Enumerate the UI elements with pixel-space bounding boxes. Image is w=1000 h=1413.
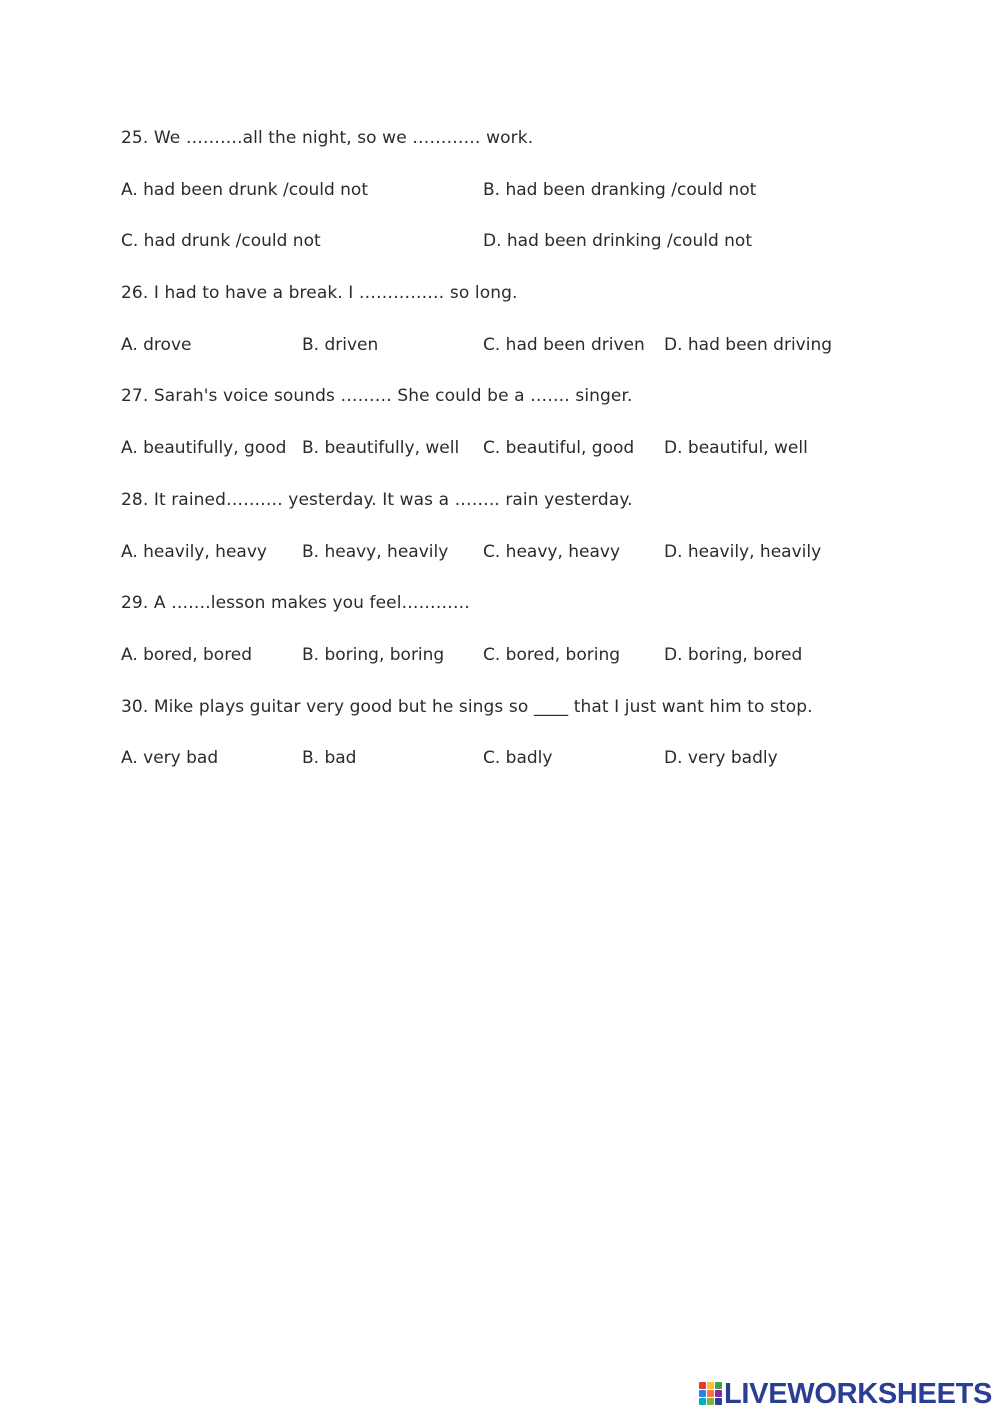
- option-c[interactable]: C. bored, boring: [483, 644, 621, 665]
- option-b[interactable]: B. heavy, heavily: [302, 541, 449, 562]
- answer-options: [121, 642, 881, 694]
- option-d[interactable]: D. had been drinking /could not: [483, 231, 752, 252]
- option-d[interactable]: D. boring, bored: [664, 644, 803, 665]
- logo-mark-icon: [699, 1382, 721, 1406]
- question-text: 28. It rained………. yesterday. It was a …….. rain yesterday.: [121, 489, 633, 510]
- option-d[interactable]: D. very badly: [664, 748, 778, 769]
- question-text: 30. Mike plays guitar very good but he sings so ____ that I just want him to stop.: [121, 696, 813, 717]
- option-d[interactable]: D. heavily, heavily: [664, 541, 822, 562]
- option-d[interactable]: D. had been driving: [664, 334, 833, 355]
- option-c[interactable]: C. had drunk /could not: [121, 231, 321, 252]
- option-b[interactable]: B. beautifully, well: [302, 438, 460, 459]
- option-a[interactable]: A. heavily, heavy: [121, 541, 267, 562]
- option-c[interactable]: C. heavy, heavy: [483, 541, 621, 562]
- option-c[interactable]: C. had been driven: [483, 334, 645, 355]
- option-c[interactable]: C. badly: [483, 748, 553, 769]
- question-text: 29. A …….lesson makes you feel…………: [121, 593, 470, 614]
- logo-text: LIVEWORKSHEETS: [724, 1377, 993, 1410]
- option-a[interactable]: A. beautifully, good: [121, 438, 287, 459]
- option-b[interactable]: B. boring, boring: [302, 644, 445, 665]
- answer-options: [121, 177, 881, 229]
- option-c[interactable]: C. beautiful, good: [483, 438, 635, 459]
- liveworksheets-logo: [699, 1379, 992, 1409]
- answer-options: [121, 539, 881, 591]
- option-b[interactable]: B. bad: [302, 748, 357, 769]
- option-a[interactable]: A. bored, bored: [121, 644, 253, 665]
- question-list: [121, 125, 881, 797]
- answer-options: [121, 228, 881, 280]
- option-d[interactable]: D. beautiful, well: [664, 438, 808, 459]
- option-b[interactable]: B. driven: [302, 334, 379, 355]
- option-a[interactable]: A. had been drunk /could not: [121, 179, 368, 200]
- answer-options: [121, 745, 881, 797]
- question-text: 26. I had to have a break. I …………… so long.: [121, 283, 518, 304]
- answer-options: [121, 332, 881, 384]
- option-a[interactable]: A. drove: [121, 334, 192, 355]
- question-text: 27. Sarah's voice sounds ……… She could be a ……. singer.: [121, 386, 633, 407]
- answer-options: [121, 435, 881, 487]
- option-b[interactable]: B. had been dranking /could not: [483, 179, 757, 200]
- option-a[interactable]: A. very bad: [121, 748, 219, 769]
- question-text: 25. We ……….all the night, so we ………… work.: [121, 128, 534, 148]
